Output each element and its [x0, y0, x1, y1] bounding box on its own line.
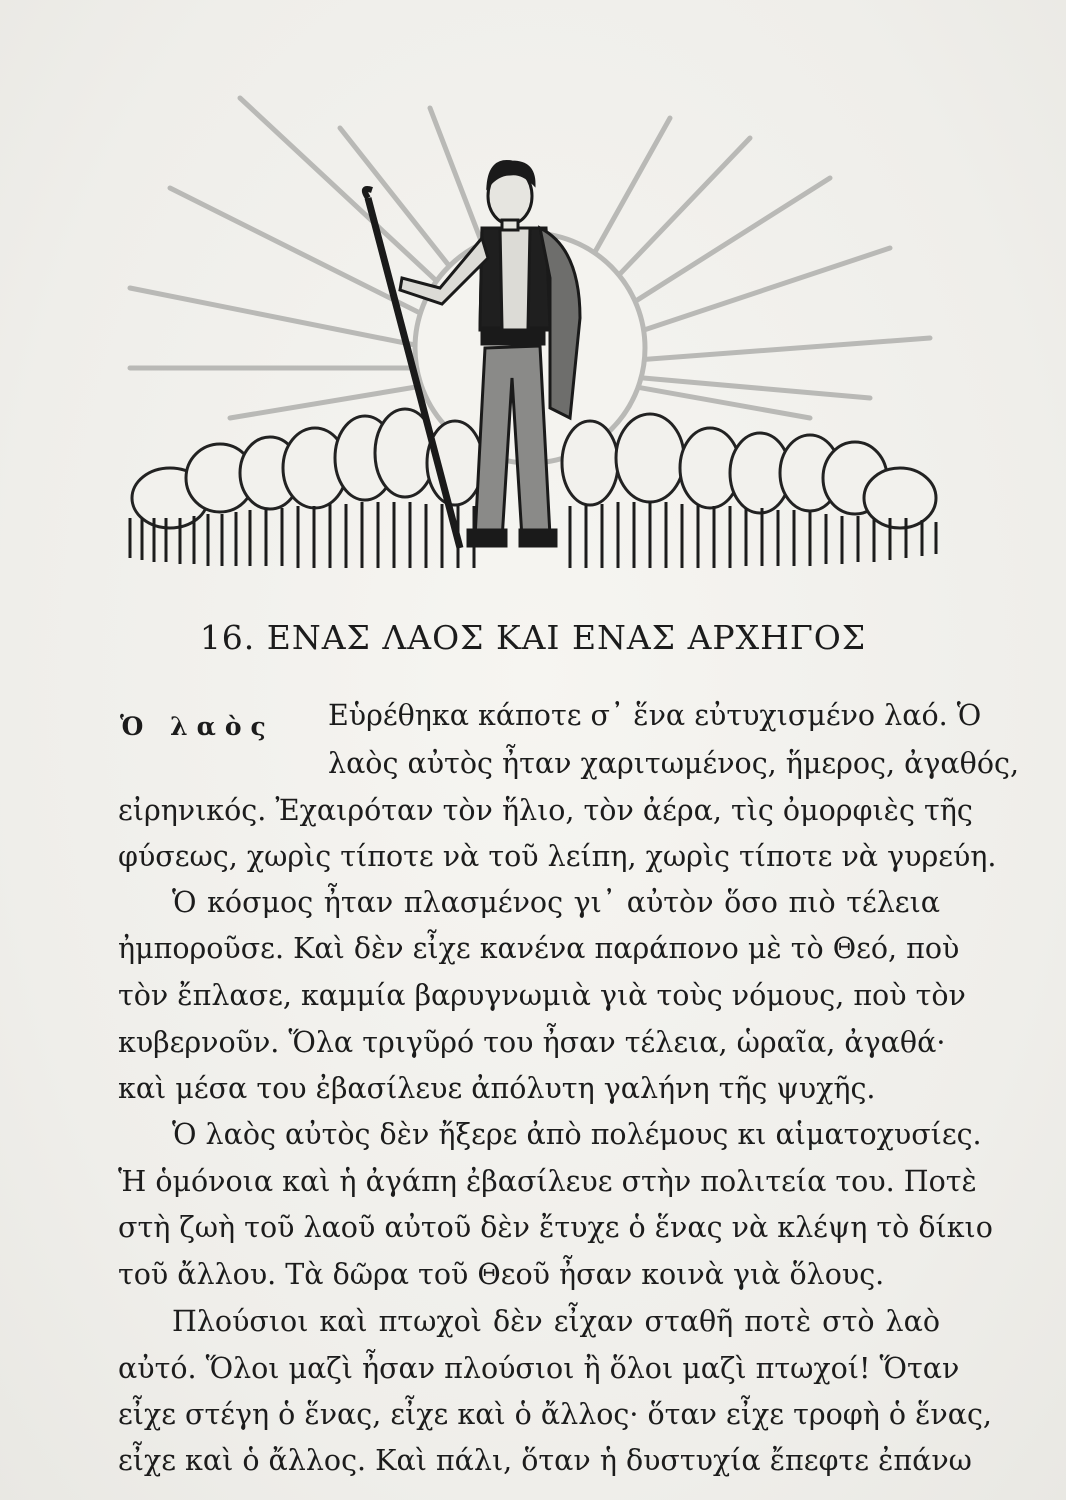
- text-line: Ἡ ὁμόνοια καὶ ἡ ἀγάπη ἐβασίλευε στὴν πολιτεία του. Ποτὲ: [118, 1165, 977, 1198]
- text-line: εἰρηνικός. Ἐχαιρόταν τὸν ἥλιο, τὸν ἀέρα, τὶς ὀμορφιὲς τῆς: [118, 794, 973, 827]
- text-line: ἠμποροῦσε. Καὶ δὲν εἶχε κανένα παράπονο μὲ τὸ Θεό, ποὺ: [118, 932, 960, 965]
- text-line: στὴ ζωὴ τοῦ λαοῦ αὐτοῦ δὲν ἔτυχε ὁ ἕνας νὰ κλέψη τὸ δίκιο: [118, 1211, 993, 1244]
- text-line: εἶχε στέγη ὁ ἕνας, εἶχε καὶ ὁ ἄλλος· ὅταν εἶχε τροφὴ ὁ ἕνας,: [118, 1398, 992, 1431]
- text-line: τὸν ἔπλασε, καμμία βαρυγνωμιὰ γιὰ τοὺς νόμους, ποὺ τὸν: [118, 979, 966, 1012]
- shepherd-illustration: [110, 78, 950, 598]
- text-line: καὶ μέσα του ἐβασίλευε ἀπόλυτη γαλήνη τῆς ψυχῆς.: [118, 1072, 876, 1105]
- text-line: Ὁ λαὸς αὐτὸς δὲν ἤξερε ἀπὸ πολέμους κι αἱματοχυσίες.: [172, 1118, 982, 1151]
- marginal-heading: Ὁ λαὸς: [120, 712, 275, 741]
- text-line: τοῦ ἄλλου. Τὰ δῶρα τοῦ Θεοῦ ἦσαν κοινὰ γιὰ ὅλους.: [118, 1258, 885, 1291]
- text-line: λαὸς αὐτὸς ἦταν χαριτωμένος, ἥμερος, ἀγαθός,: [328, 747, 1019, 780]
- text-line: κυβερνοῦν. Ὅλα τριγῦρό του ἦσαν τέλεια, ὡραῖα, ἀγαθά·: [118, 1026, 946, 1059]
- chapter-title: 16. ΕΝΑΣ ΛΑΟΣ ΚΑΙ ΕΝΑΣ ΑΡΧΗΓΟΣ: [199, 618, 867, 657]
- text-line: Πλούσιοι καὶ πτωχοὶ δὲν εἶχαν σταθῆ ποτὲ στὸ λαὸ: [172, 1305, 940, 1338]
- text-line: εἶχε καὶ ὁ ἄλλος. Καὶ πάλι, ὅταν ἡ δυστυχία ἔπεφτε ἐπάνω: [118, 1444, 972, 1477]
- text-line: φύσεως, χωρὶς τίποτε νὰ τοῦ λείπη, χωρὶς τίποτε νὰ γυρεύη.: [118, 840, 997, 873]
- text-line: αὐτό. Ὅλοι μαζὶ ἦσαν πλούσιοι ἢ ὅλοι μαζὶ πτωχοί! Ὅταν: [118, 1352, 960, 1385]
- text-line: Εὑρέθηκα κάποτε σ᾽ ἕνα εὐτυχισμένο λαό. Ὁ: [328, 699, 982, 732]
- text-line: Ὁ κόσμος ἦταν πλασμένος γι᾽ αὐτὸν ὅσο πιὸ τέλεια: [172, 886, 940, 919]
